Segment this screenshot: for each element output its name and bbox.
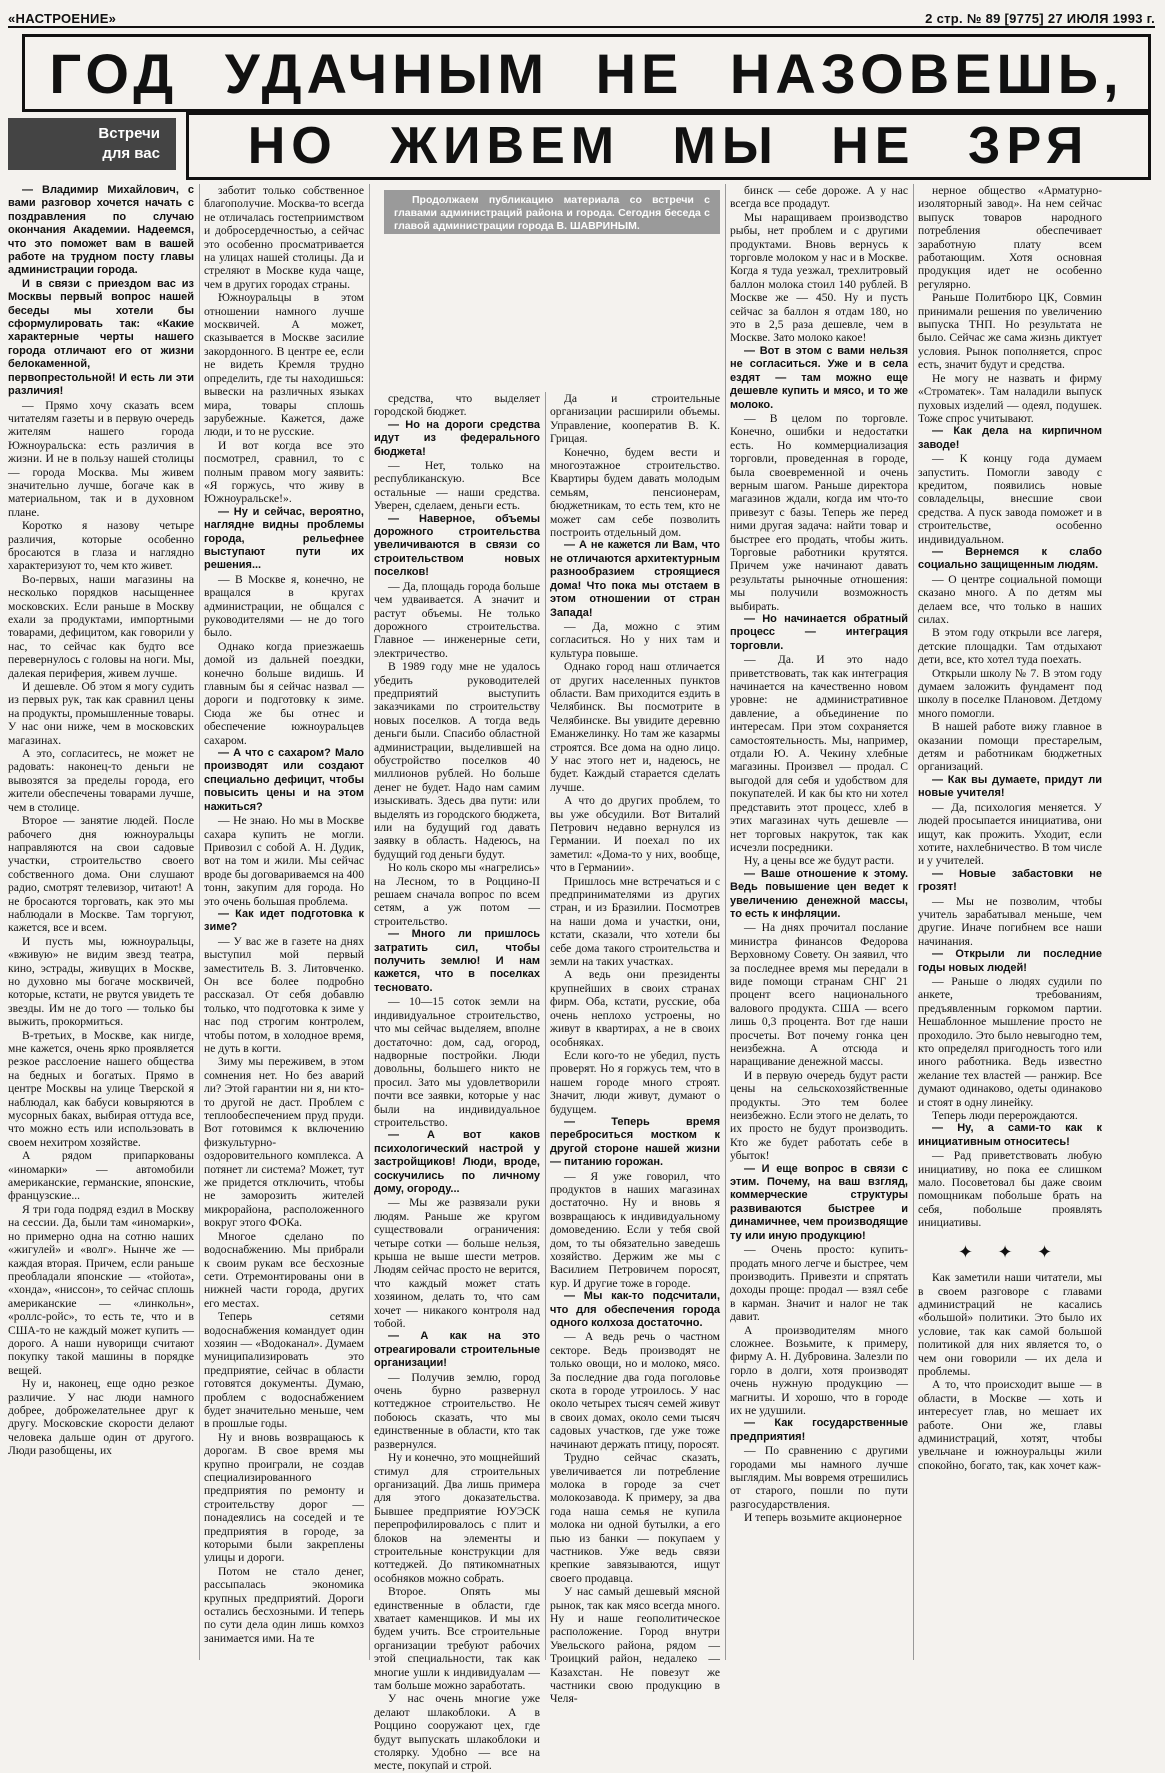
interview-question: — Мы как-то подсчитали, что для обеспечения города одного колхоза достаточно. <box>550 1290 720 1330</box>
article-paragraph: средства, что выделяет городской бюджет. <box>374 392 540 419</box>
article-paragraph: — Да, площадь города больше чем удваивается. А значит и растут объемы. Не только дорожного строительства. Главное — инженерные сети, электричество. <box>374 579 540 660</box>
interview-question: И в связи с приездом вас из Москвы первый вопрос нашей беседы мы хотели бы сформулировать так: «Какие характерные черты нашего города отличают его от жизни белокаменной, первопрестольной! И есть ли эти различия! <box>8 277 194 398</box>
article-paragraph: И дешевле. Об этом я могу судить из первых рук, так как сравнил цены на продукты, промышленные товары. У нас они ниже, чем в московских магазинах. <box>8 680 195 747</box>
article-paragraph: Открыли школу № 7. В этом году думаем заложить фундамент под школу в поселке Плановом. Детдому много помогли. <box>918 666 1102 720</box>
article-paragraph: — Получив землю, город очень бурно развернул коттеджное строительство. Не побоюсь сказать, что мы единственные в области, кто так развернулся. <box>374 1370 540 1451</box>
interview-question: — Но начинается обратный процесс — интеграция торговли. <box>730 613 908 652</box>
article-paragraph: Однако город наш отличается от других населенных пунктов области. Вам приходится ездить в Челябинск. Вы посмотрите в Челябинске. Вы увидите деревню Еманжелинку. Но там же казармы строятся. Все дома на одно лицо. У нас этого нет и, надеюсь, не будет. Каждый старается сделать лучше. <box>550 660 720 794</box>
issue-info: 2 стр. № 89 [9775] 27 ИЮЛЯ 1993 г. <box>925 11 1155 26</box>
article-paragraph: И в первую очередь будут расти цены на сельскохозяйственные продукты. Это тем более неизбежно. Если этого не делать, то их просто не будут производить. Кто же будет работать себе в убыток! <box>730 1068 908 1163</box>
interview-question: — А как на это отреагировали строительные организации! <box>374 1330 540 1370</box>
rubric-label <box>8 118 176 170</box>
article-paragraph: Да и строительные организации расширили объемы. Управление, кооператив В. К. Грицая. <box>550 392 720 446</box>
article-paragraph: — В целом по торговле. Конечно, ошибки и недостатки есть. Но коммерциализация торговли, проведенная в городе, была своевременной и очень верным шагом. Раньше директора магазинов ждали, когда им что-то привезут с базы. Теперь же перед ними другая задача: найти товар и быстрее его продать, чтобы жить. Торговые работники крутятся. Причем уже начинают давать результаты рыночные отношения: мы получили возможность выбирать. <box>730 411 908 613</box>
article-paragraph: Однако когда приезжаешь домой из дальней поездки, конечно больше видишь. И главным бы я сейчас назвал — дороги и подготовку к зиме. Сюда же бы отнес и обеспечение южноуральцев сахаром. <box>204 639 364 747</box>
headline-line-2: НО ЖИВЕМ МЫ НЕ ЗРЯ <box>186 112 1151 180</box>
article-paragraph: — По сравнению с другими городами мы намного лучше выглядим. Мы вовремя отрешились от старого, пошли по пути разгосударствления. <box>730 1444 908 1511</box>
article-paragraph: Не могу не назвать и фирму «Строматек». Там наладили выпуск пуховых изделий — одеял, подушек. Тоже спрос учитывают. <box>918 371 1102 425</box>
article-column-1 <box>8 184 194 1660</box>
column-divider <box>545 392 546 1660</box>
article-paragraph: У нас очень многие уже делают шлакоблоки. А в Роццино сооружают цех, где будут выпускать шлакоблоки и столярку. Удобно — все на месте, покупай и строй. <box>374 1692 540 1773</box>
article-paragraph: Пришлось мне встречаться и с предпринимателями из других стран, и из Бразилии. Посмотрев на наши дома и участки, они, кстати, сказали, что хотели бы себе дома такого строительства и земли на таких участках. <box>550 874 720 969</box>
article-paragraph: — Да, можно с этим согласиться. Но у них там и культура повыше. <box>550 619 720 660</box>
article-paragraph: Трудно сейчас сказать, увеличивается ли потребление молока в городе за счет молокозавода. К примеру, за два года наша семья не купила молока ни одной бутылки, а его пью из банки — покупаем у частников. Уже ведь связи крепкие завязываются, ищут своего продавца. <box>550 1451 720 1585</box>
article-paragraph: А ведь они президенты крупнейших в своих странах фирм. Оба, кстати, русские, оба очень неплохо устроены, но живут в квартирах, а не в своих особняках. <box>550 968 720 1049</box>
article-paragraph: Второе. Опять мы единственные в области, где хватает каменщиков. И мы их будем учить. Все строительные организации требуют рабочих этой специальности, так как многие ушли к индивидуалам — там больше можно заработать. <box>374 1585 540 1692</box>
article-paragraph: — Да, психология меняется. У людей просыпается инициатива, они ищут, как прожить. Уходит, если хотите, нахлебничество. В том числе и у учителей. <box>918 800 1102 868</box>
interview-question: — Много ли пришлось затратить сил, чтобы получить землю! И нам кажется, что в поселках тесновато. <box>374 928 540 994</box>
interview-question: — А что с сахаром? Мало производят или создают специально дефицит, чтобы повысить цены и на этом нажиться? <box>204 747 364 813</box>
article-paragraph: Ну и, наконец, еще одно резкое различие. У нас люди намного добрее, доброжелательнее друг к другу. Московские скорости делают человека дальше один от другого. Люди разобщены, их <box>8 1377 194 1458</box>
interview-question: — Как идет подготовка к зиме? <box>204 907 364 934</box>
article-paragraph: В этом году открыли все лагеря, детские площадки. Там отдыхают дети, все, кто хотел туда поехать. <box>918 626 1102 667</box>
article-paragraph: — Мы не позволим, чтобы учитель зарабатывал меньше, чем другие. Иначе погибнем все наши начинания. <box>918 894 1102 948</box>
article-paragraph: — Да. И это надо приветствовать, так как интеграция начинается на качественно новом уровне: не административное давление, а объединение по интересам. При этом сохраняется самостоятельность. Мы, например, отдали Ю. А. Чекину хлебные магазины. Произвел — продал. С выгодой для себя и удобством для покупателей. И как бы кто ни хотел представить этот процесс, хлеб в этих магазинах чуть дешевле — нет торговых накруток, так как исчезли посредники. <box>730 653 908 854</box>
rubric-line-2: для вас <box>102 145 160 162</box>
article-paragraph: заботит только собственное благополучие. Москва-то всегда не отличалась гостеприимством и добросердечностью, а сейчас это особенно просматривается на улицах нашей столицы. Да и стреляют в Москве куда чаще, чем в других городах страны. <box>204 184 364 291</box>
article-paragraph: — Раньше о людях судили по анкете, требованиям, предъявленным горкомом партии. Нешаблонное мышление просто не проходило. Это было невыгодно тем, кто определял пригодность того или иного работника. Ведь известно желание тех властей — ранжир. Все думают одинаково, одеты одинаково и стоят в одну линейку. <box>918 974 1102 1109</box>
interview-question: — Вот в этом с вами нельзя не согласиться. Уже и в села ездят — там можно еще дешевле купить и мясо, и то же молоко. <box>730 344 908 411</box>
interview-question: — Новые забастовки не грозят! <box>918 867 1102 894</box>
article-paragraph: И теперь возьмите акционерное <box>744 1511 902 1525</box>
article-paragraph: Теперь сетями водоснабжения командует один хозяин — «Водоканал». Думаем муниципализировать это предприятие, сейчас в области готовятся документы. Думаю, проблем с водоснабжением будет значительно меньше, чем в прошлые годы. <box>204 1310 364 1431</box>
article-paragraph: — О центре социальной помощи сказано много. А по детям мы делаем все, что только в наших силах. <box>918 572 1102 626</box>
article-paragraph: Коротко я назову четыре различия, которые особенно бросаются в глаза и наглядно характеризуют то, чем кто живет. <box>8 519 194 573</box>
interview-question: — Открыли ли последние годы новых людей! <box>918 948 1102 974</box>
column-divider <box>369 184 370 1660</box>
article-paragraph: — К концу года думаем запустить. Помогли заводу с кредитом, появились новые совладельцы, внесшие свои средства. А пуск завода поможет и в строительстве, особенно индивидуальном. <box>918 452 1102 546</box>
article-paragraph: Если кого-то не убедил, пусть проверят. Но я горжусь тем, что в нашем городе много строят. Значит, люди живут, думают о будущем. <box>550 1048 720 1116</box>
interview-question: — И еще вопрос в связи с этим. Почему, на ваш взгляд, коммерческие структуры развиваются быстрее и динамичнее, чем производящие ту или иную продукцию! <box>730 1162 908 1242</box>
article-paragraph: А то, что происходит выше — в области, в Москве — хоть и интересует глав, но мешает их работе. Они же, главы администраций, хотят, чтобы увельчане и южноуральцы жили спокойно, богато, так, как хочет каж- <box>918 1378 1102 1472</box>
article-paragraph: И вот когда все это посмотрел, сравнил, то с полным правом могу заявить: «Я горжусь, что живу в Южноуральске!». <box>204 438 364 506</box>
article-paragraph: — А ведь речь о частном секторе. Ведь производят не только овощи, но и молоко, мясо. За последние два года поголовье скота в городе утроилось. У нас около четырех тысяч семей живут в своих домах, около семи тысяч садовых участков, где уже тоже начинают держать птицу, поросят. <box>550 1330 720 1451</box>
article-paragraph: Как заметили наши читатели, мы в своем разговоре с главами администраций не касались «большой» политики. Это было их условие, так как самой большой политикой для них является то, о чем они говорили — их дела и проблемы. <box>918 1271 1102 1378</box>
interview-question: — А не кажется ли Вам, что не отличаются архитектурным разнообразием строящиеся дома! Что пока мы отстаем в этом отношении от стран Запада! <box>550 539 720 619</box>
interview-question: — Наверное, объемы дорожного строительства увеличиваются в связи со строительством новых поселков! <box>374 512 540 579</box>
article-paragraph: А что до других проблем, то вы уже обсудили. Вот Виталий Петрович недавно вернулся из Германии. И поехал по их заметил: «Дома-то у них, вообще, что в Германии». <box>550 794 720 875</box>
article-paragraph: — В Москве я, конечно, не вращался в кругах администрации, не общался с руководителями — не до того было. <box>204 572 364 640</box>
article-column-2 <box>204 184 364 1660</box>
interview-question: — Ну и сейчас, вероятно, наглядне видны проблемы города, рельефнее выступают пути их решения... <box>204 505 364 572</box>
article-paragraph: Ну, а цены все же будут расти. <box>744 854 895 868</box>
interview-question: — Как вы думаете, придут ли новые учителя! <box>918 773 1102 800</box>
section-name: «НАСТРОЕНИЕ» <box>8 11 117 26</box>
interview-question: — Владимир Михайлович, с вами разговор хочется начать с поздравления по случаю окончания Академии. Надеемся, что это поможет вам в вашей работе на трудном посту главы администрации города. <box>8 184 194 277</box>
article-paragraph: Мы наращиваем производство рыбы, нет проблем и с другими продуктами. Вновь вернусь к торговле молоком у нас и в Москве. Когда я туда уезжал, трехлитровый баллон молока стоил 140 рублей. В Москве же — 450. Ну и пусть сейчас за баллон я отдам 180, но это в 2,5 раза дешевле, чем в Москве. Зато молоко какое! <box>730 210 908 345</box>
column-divider <box>913 184 914 1660</box>
article-paragraph: — Прямо хочу сказать всем читателям газеты и в первую очередь жителям нашего города Южноуральска: есть различия в жизни. И не в пользу нашей столицы — города Москва. Мы живем значительно лучше, богаче как в материальном, так и в духовном плане. <box>8 398 194 519</box>
interview-question: — Теперь время переброситься мостком к другой стороне нашей жизни — питанию горожан. <box>550 1115 720 1169</box>
article-paragraph: Ну и конечно, это мощнейший стимул для строительных организаций. Два лишь примера для этого доказательства. Бывшее предприятие ЮУЭСК перепрофилировалось с плит и блоков на элементы и строительные конструкции для коттеджей. До пятикомнатных особняков можно собрать. <box>374 1451 540 1585</box>
article-paragraph: — На днях прочитал послание министра финансов Федорова Верховному Совету. Он заявил, что за последнее время мы передали в виде помощи странам СНГ 21 процент всего национального валового продукта. США — всего лишь 0,3 процента. Вот где наши просчеты. Вот почему гонка цен неизбежна. А отсюда и наращивание денежной массы. <box>730 921 908 1069</box>
column-divider <box>725 184 726 1660</box>
section-separator: ✦ ✦ ✦ <box>957 1241 1063 1262</box>
article-paragraph: Второе — занятие людей. После рабочего дня южноуральцы направляются на свои садовые участки, строительство своего собственного дома. Они слушают радио, смотрят телевизор, читают! А не бросаются торговать, как это мы наблюдали в Москве. Там торгуют, кажется, все и всем. <box>8 814 194 935</box>
article-paragraph: — 10—15 соток земли на индивидуальное строительство, что мы сейчас выделяем, вполне достаточно: дом, сад, огород, надворные постройки. Люди довольны, большего никто не просил. Зато мы удовлетворили почти все заявки, которые у нас были на индивидуальное строительство. <box>374 995 540 1129</box>
interview-question: — Как государственные предприятия! <box>730 1417 908 1443</box>
article-paragraph: — Очень просто: купить-продать много легче и быстрее, чем производить. Привезти и спрятать доходы проще: продал — взял себе в карман. Значит и налог не так давит. <box>730 1243 908 1324</box>
article-paragraph: Южноуральцы в этом отношении намного лучше москвичей. А может, сказывается в Москве засилие закордонного. В центре ее, если не видеть Кремля трудно определить, где ты находишься: вывески на различных языках мира, товары сплошь зарубежные. Кажется, даже люди, и то не русские. <box>204 291 364 439</box>
article-paragraph: — Я уже говорил, что продуктов в наших магазинах достаточно. Ну и вновь я возвращаюсь к индивидуальному домоведению. Если у тебя свой дом, то ты обязательно заведешь хозяйство. Держим же мы с Василием Петровичем поросят, кур. И другие тоже в городе. <box>550 1169 720 1290</box>
article-paragraph: Раньше Политбюро ЦК, Совмин принимали решения по увеличению выпуска ТНП. Но результата не было. Сейчас же сама жизнь диктует условия. Рынок пополняется, спрос есть, значит будут и средства. <box>918 291 1102 372</box>
article-paragraph: Ну и вновь возвращаюсь к дорогам. В свое время мы крупно проиграли, не создав специализированного предприятия по ремонту и строительству дорог — понадеялись на соседей и те предприятия в городе, за которыми были закреплены улицы и дороги. <box>204 1430 364 1565</box>
rubric-line-1: Встречи <box>98 125 160 142</box>
article-paragraph: Зиму мы переживем, в этом сомнения нет. Но без аварий ли? Этой гарантии ни я, ни кто-то другой не даст. Проблем с теплообеспечением пруд пруди. Вот готовимся к включению физкультурно-оздоровительного комплекса. А потянет ли система? Может, тут же придется отключить, чтобы не заморозить жителей микрорайона, расположенного вокруг этого ФОКа. <box>204 1055 364 1230</box>
article-paragraph: бинск — себе дороже. А у нас всегда все продадут. <box>730 184 908 211</box>
article-paragraph: Теперь люди перерождаются. <box>932 1109 1078 1123</box>
article-paragraph: Но коль скоро мы «нагрелись» на Лесном, то в Роццино-II решаем сначала вопрос по всем сетям, а уж потом — строительство. <box>374 861 540 928</box>
article-paragraph: У нас самый дешевый мясной рынок, так как мясо всегда много. Ну и наше геополитическое расположение. Город внутри Увельского района, рядом — Троицкий район, недалеко — Казахстан. Не повезут же частники свою продукцию в Челя- <box>550 1585 720 1706</box>
article-column-5 <box>730 184 908 1660</box>
article-paragraph: — Мы же развязали руки людям. Раньше же кругом существовали ограничения: четыре сотки — больше нельзя, крыша не выше шести метров. Людям сейчас просто не верится, что каждый может стать хозяином, делать то, что сам хочет — никакого контроля над тобой. <box>374 1196 540 1331</box>
article-paragraph: В-третьих, в Москве, как нигде, мне кажется, очень ярко проявляется резкое расслоение нашего общества на бедных и богатых. Прямо в центре Москвы на улице Тверской я наблюдал, как бабуси ковыряются в мусорных баках, выбирая оттуда все, что можно есть или использовать в своем нехитром хозяйстве. <box>8 1028 194 1149</box>
article-paragraph: А это, согласитесь, не может не радовать: наконец-то деньги не вывозятся за пределы города, его жители обеспечены товарами лучше, чем в столице. <box>8 747 194 814</box>
article-paragraph: В нашей работе вижу главное в оказании помощи престарелым, детям и работникам бюджетных организаций. <box>918 720 1102 774</box>
article-paragraph: А рядом припаркованы «иномарки» — автомобили американские, германские, японские, французские... <box>8 1149 194 1203</box>
article-paragraph: Конечно, будем вести и многоэтажное строительство. Квартиры будем давать молодым семьям, пенсионерам, бюджетникам, то есть тем, кто не может сам себе позволить построить отдельный дом. <box>550 445 720 540</box>
lead-paragraph: Продолжаем публикацию материала со встречи с главами администраций района и города. Сегодня беседа с главой администрации города В. ШАВРИНЫМ. <box>384 190 720 234</box>
interview-question: — А вот каков психологический настрой у застройщиков! Люди, вроде, соскучились по личному дому, огороду... <box>374 1129 540 1195</box>
masthead <box>8 6 1155 28</box>
interview-question: — Как дела на кирпичном заводе! <box>918 425 1102 451</box>
article-column-4 <box>550 392 720 1706</box>
article-paragraph: Многое сделано по водоснабжению. Мы прибрали к своим рукам все бесхозные сети. Отремонтированы они в нижней части города, других его местах. <box>204 1229 364 1310</box>
article-paragraph: — Не знаю. Но мы в Москве сахара купить не могли. Привозил с собой А. Н. Дудик, вот на том и жили. Мы сейчас вроде бы договариваемся на 400 тонн, закупим для города. Но это очень большая проблема. <box>204 814 364 908</box>
interview-question: — Ну, а сами-то как к инициативным относитесь! <box>918 1122 1102 1148</box>
article-paragraph: А производителям много сложнее. Возьмите, к примеру, фирму А. Н. Дубровина. Залезли по горло в долги, хотя производят очень нужную продукцию — магниты. И хорошо, что в городе их не удушили. <box>730 1323 908 1417</box>
interview-question: — Но на дороги средства идут из федерального бюджета! <box>374 418 540 458</box>
article-paragraph: — Рад приветствовать любую инициативу, но пока ее слишком мало. Посоветовал бы даже своим помощникам побольше брать на себя, побольше проявлять инициативы. <box>918 1149 1102 1230</box>
article-paragraph: — Нет, только на республиканскую. Все остальные — наши средства. Уверен, сделаем, деньги есть. <box>374 459 540 513</box>
article-column-6 <box>918 184 1102 1660</box>
article-paragraph: В 1989 году мне не удалось убедить руководителей предприятий выступить заказчиками по строительству новых поселков. А тогда ведь деньги были. Спасибо областной администрации, выделившей на обустройство поселков 40 миллионов рублей. Но больше денег не будет. Надо нам самим изыскивать. Здесь два пути: или выделять из городского бюджета, или на будущий год давать заявку в область. Надеюсь, на будущий год деньги будут. <box>374 660 540 861</box>
article-paragraph: нерное общество «Арматурно-изоляторный завод». На нем сейчас выпуск товаров народного потребления обеспечивает заработную плату всем работающим. Хотя основная продукция идет не особенно регулярно. <box>918 184 1102 291</box>
article-paragraph: Я три года подряд ездил в Москву на сессии. Да, были там «иномарки», но примерно одна на сотню наших «жигулей» и «волг». Нынче же — каждая вторая. Причем, если раньше преобладали японские — «тойота», «хонда», «ниссон», то сейчас сплошь американские — «линкольн», «роллс-ройс», то есть те, что и в США-то не каждый может купить — дорого. А наши нуворищи считают покупку такой машины в порядке вещей. <box>8 1202 194 1377</box>
article-column-3 <box>374 392 540 1773</box>
headline-line-1: ГОД УДАЧНЫМ НЕ НАЗОВЕШЬ, <box>22 34 1151 112</box>
interview-question: — Ваше отношение к этому. Ведь повышение цен ведет к увеличению денежной массы, то есть к инфляции. <box>730 867 908 920</box>
interview-question: — Вернемся к слабо социально защищенным людям. <box>918 545 1102 572</box>
column-divider <box>199 184 200 1660</box>
article-paragraph: Во-первых, наши магазины на несколько порядков насыщеннее московских. Если раньше в Москву ехали за продуктами, импортными товарами, дефицитом, как говорили у нас, то сейчас как будто все перевернулось с головы на ноги. Мы, далекая периферия, живем лучше. <box>8 572 194 680</box>
article-paragraph: Потом не стало денег, рассыпалась экономика крупных предприятий. Дороги остались бесхозными. И теперь по сути дела один лишь комхоз занимается ими. На те <box>204 1564 364 1645</box>
article-paragraph: — У вас же в газете на днях выступил мой первый заместитель В. З. Литовченко. Он все более подробно рассказал. От себя добавлю только, что подготовка к зиме у нас под строгим контролем, чтобы потом, в холодное время, не дуть в когти. <box>204 934 364 1055</box>
article-paragraph: И пусть мы, южноуральцы, «вживую» не видим звезд театра, кино, эстрады, живущих в Москве, но духовно мы богаче москвичей, которые, кстати, не рвутся увидеть те звезды. Им не до того — только бы выжить, прокормиться. <box>8 934 194 1029</box>
